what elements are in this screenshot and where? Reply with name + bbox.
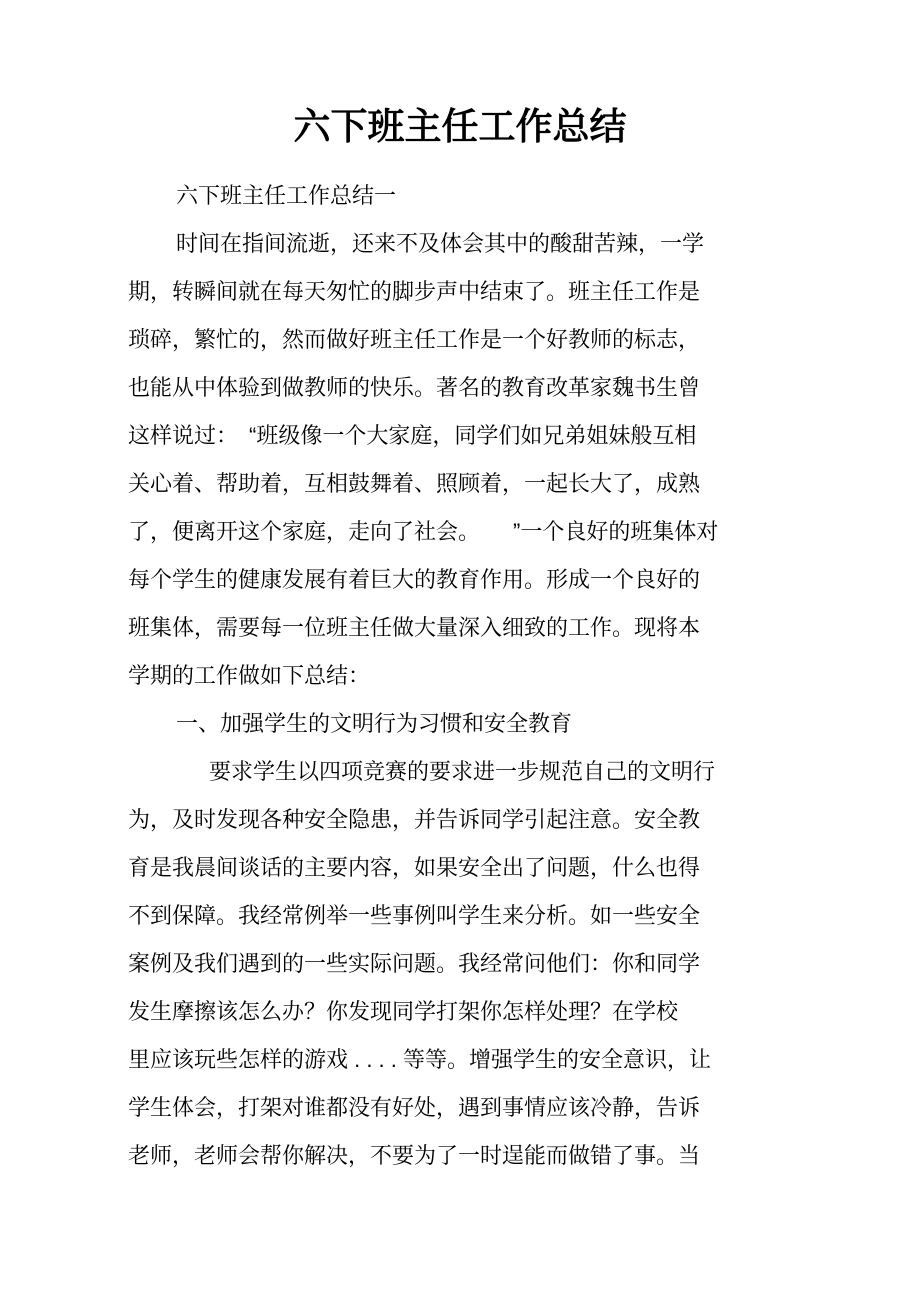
text-line: 也能从中体验到做教师的快乐。著名的教育改革家魏书生曾 — [128, 375, 701, 400]
text-line: 老师，老师会帮你解决，不要为了一时逞能而做错了事。当 — [128, 1143, 701, 1168]
text-line: 期，转瞬间就在每天匆忙的脚步声中结束了。班主任工作是 — [128, 279, 701, 304]
text-line: 六下班主任工作总结一 — [176, 183, 397, 208]
text-line: 为，及时发现各种安全隐患，并告诉同学引起注意。安全教 — [128, 807, 701, 832]
text-line: 了，便离开这个家庭，走向了社会。 ”一个良好的班集体对 — [128, 519, 719, 544]
text-line: 学期的工作做如下总结： — [128, 663, 371, 688]
text-line: 时间在指间流逝，还来不及体会其中的酸甜苦辣，一学 — [176, 231, 705, 256]
text-line: 这样说过： “班级像一个大家庭，同学们如兄弟姐妹般互相 — [128, 423, 697, 448]
text-line: 不到保障。我经常例举一些事例叫学生来分析。如一些安全 — [128, 903, 701, 928]
text-line: 每个学生的健康发展有着巨大的教育作用。形成一个良好的 — [128, 567, 701, 592]
text-line: 育是我晨间谈话的主要内容，如果安全出了问题，什么也得 — [128, 855, 701, 880]
text-line: 学生体会，打架对谁都没有好处，遇到事情应该冷静，告诉 — [128, 1095, 701, 1120]
text-line: 发生摩擦该怎么办？你发现同学打架你怎样处理？在学校 — [128, 999, 679, 1024]
text-line: 要求学生以四项竞赛的要求进一步规范自己的文明行 — [209, 759, 716, 784]
text-line: 一、加强学生的文明行为习惯和安全教育 — [176, 711, 573, 736]
text-line: 琐碎，繁忙的，然而做好班主任工作是一个好教师的标志， — [128, 327, 701, 352]
text-line: 里应该玩些怎样的游戏 . . . . 等等。增强学生的安全意识，让 — [128, 1047, 712, 1072]
document-title: 六下班主任工作总结 — [293, 106, 627, 147]
body-text-block — [128, 172, 828, 1180]
text-line: 案例及我们遇到的一些实际问题。我经常问他们：你和同学 — [128, 951, 701, 976]
text-line: 班集体，需要每一位班主任做大量深入细致的工作。现将本 — [128, 615, 701, 640]
text-line: 关心着、帮助着，互相鼓舞着、照顾着，一起长大了，成熟 — [128, 471, 701, 496]
